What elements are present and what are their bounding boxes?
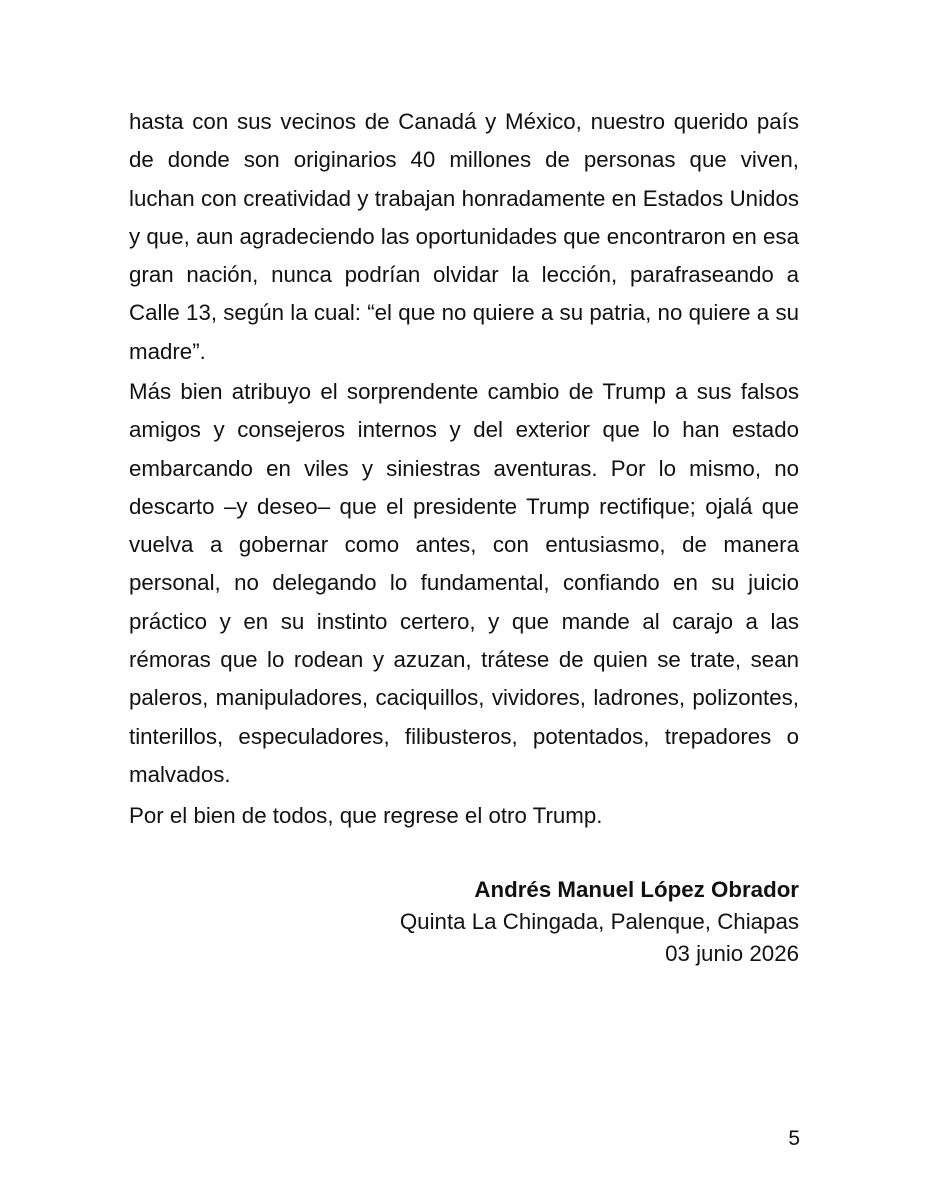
body-paragraph-3: Por el bien de todos, que regrese el otro Trump.: [129, 803, 603, 828]
signature-location: Quinta La Chingada, Palenque, Chiapas: [399, 909, 799, 934]
body-paragraph-1: hasta con sus vecinos de Canadá y México, nuestro querido país de donde son originarios 40 millones de personas que viven, luchan con creatividad y trabajan honradamente en Estados Unidos y que, aun agradeciendo las oportunidades que encontraron en esa gran nación, nunca podrían olvidar la lección, parafraseando a Calle 13, según la cual: “el que no quiere a su patria, no quiere a su madre”.: [129, 109, 799, 364]
page-number: 5: [788, 1127, 800, 1150]
signature-block: [400, 874, 799, 970]
signature-date: 03 junio 2026: [665, 941, 799, 966]
signature-name: Andrés Manuel López Obrador: [474, 877, 799, 902]
body-paragraph-2: Más bien atribuyo el sorprendente cambio de Trump a sus falsos amigos y consejeros internos y del exterior que lo han estado embarcando en viles y siniestras aventuras. Por lo mismo, no descarto –y deseo– que el presidente Trump rectifique; ojalá que vuelva a gobernar como antes, con entusiasmo, de manera personal, no delegando lo fundamental, confiando en su juicio práctico y en su instinto certero, y que mande al carajo a las rémoras que lo rodean y azuzan, trátese de quien se trate, sean paleros, manipuladores, caciquillos, vividores, ladrones, polizontes, tinterillos, especuladores, filibusteros, potentados, trepadores o malvados.: [129, 379, 799, 787]
